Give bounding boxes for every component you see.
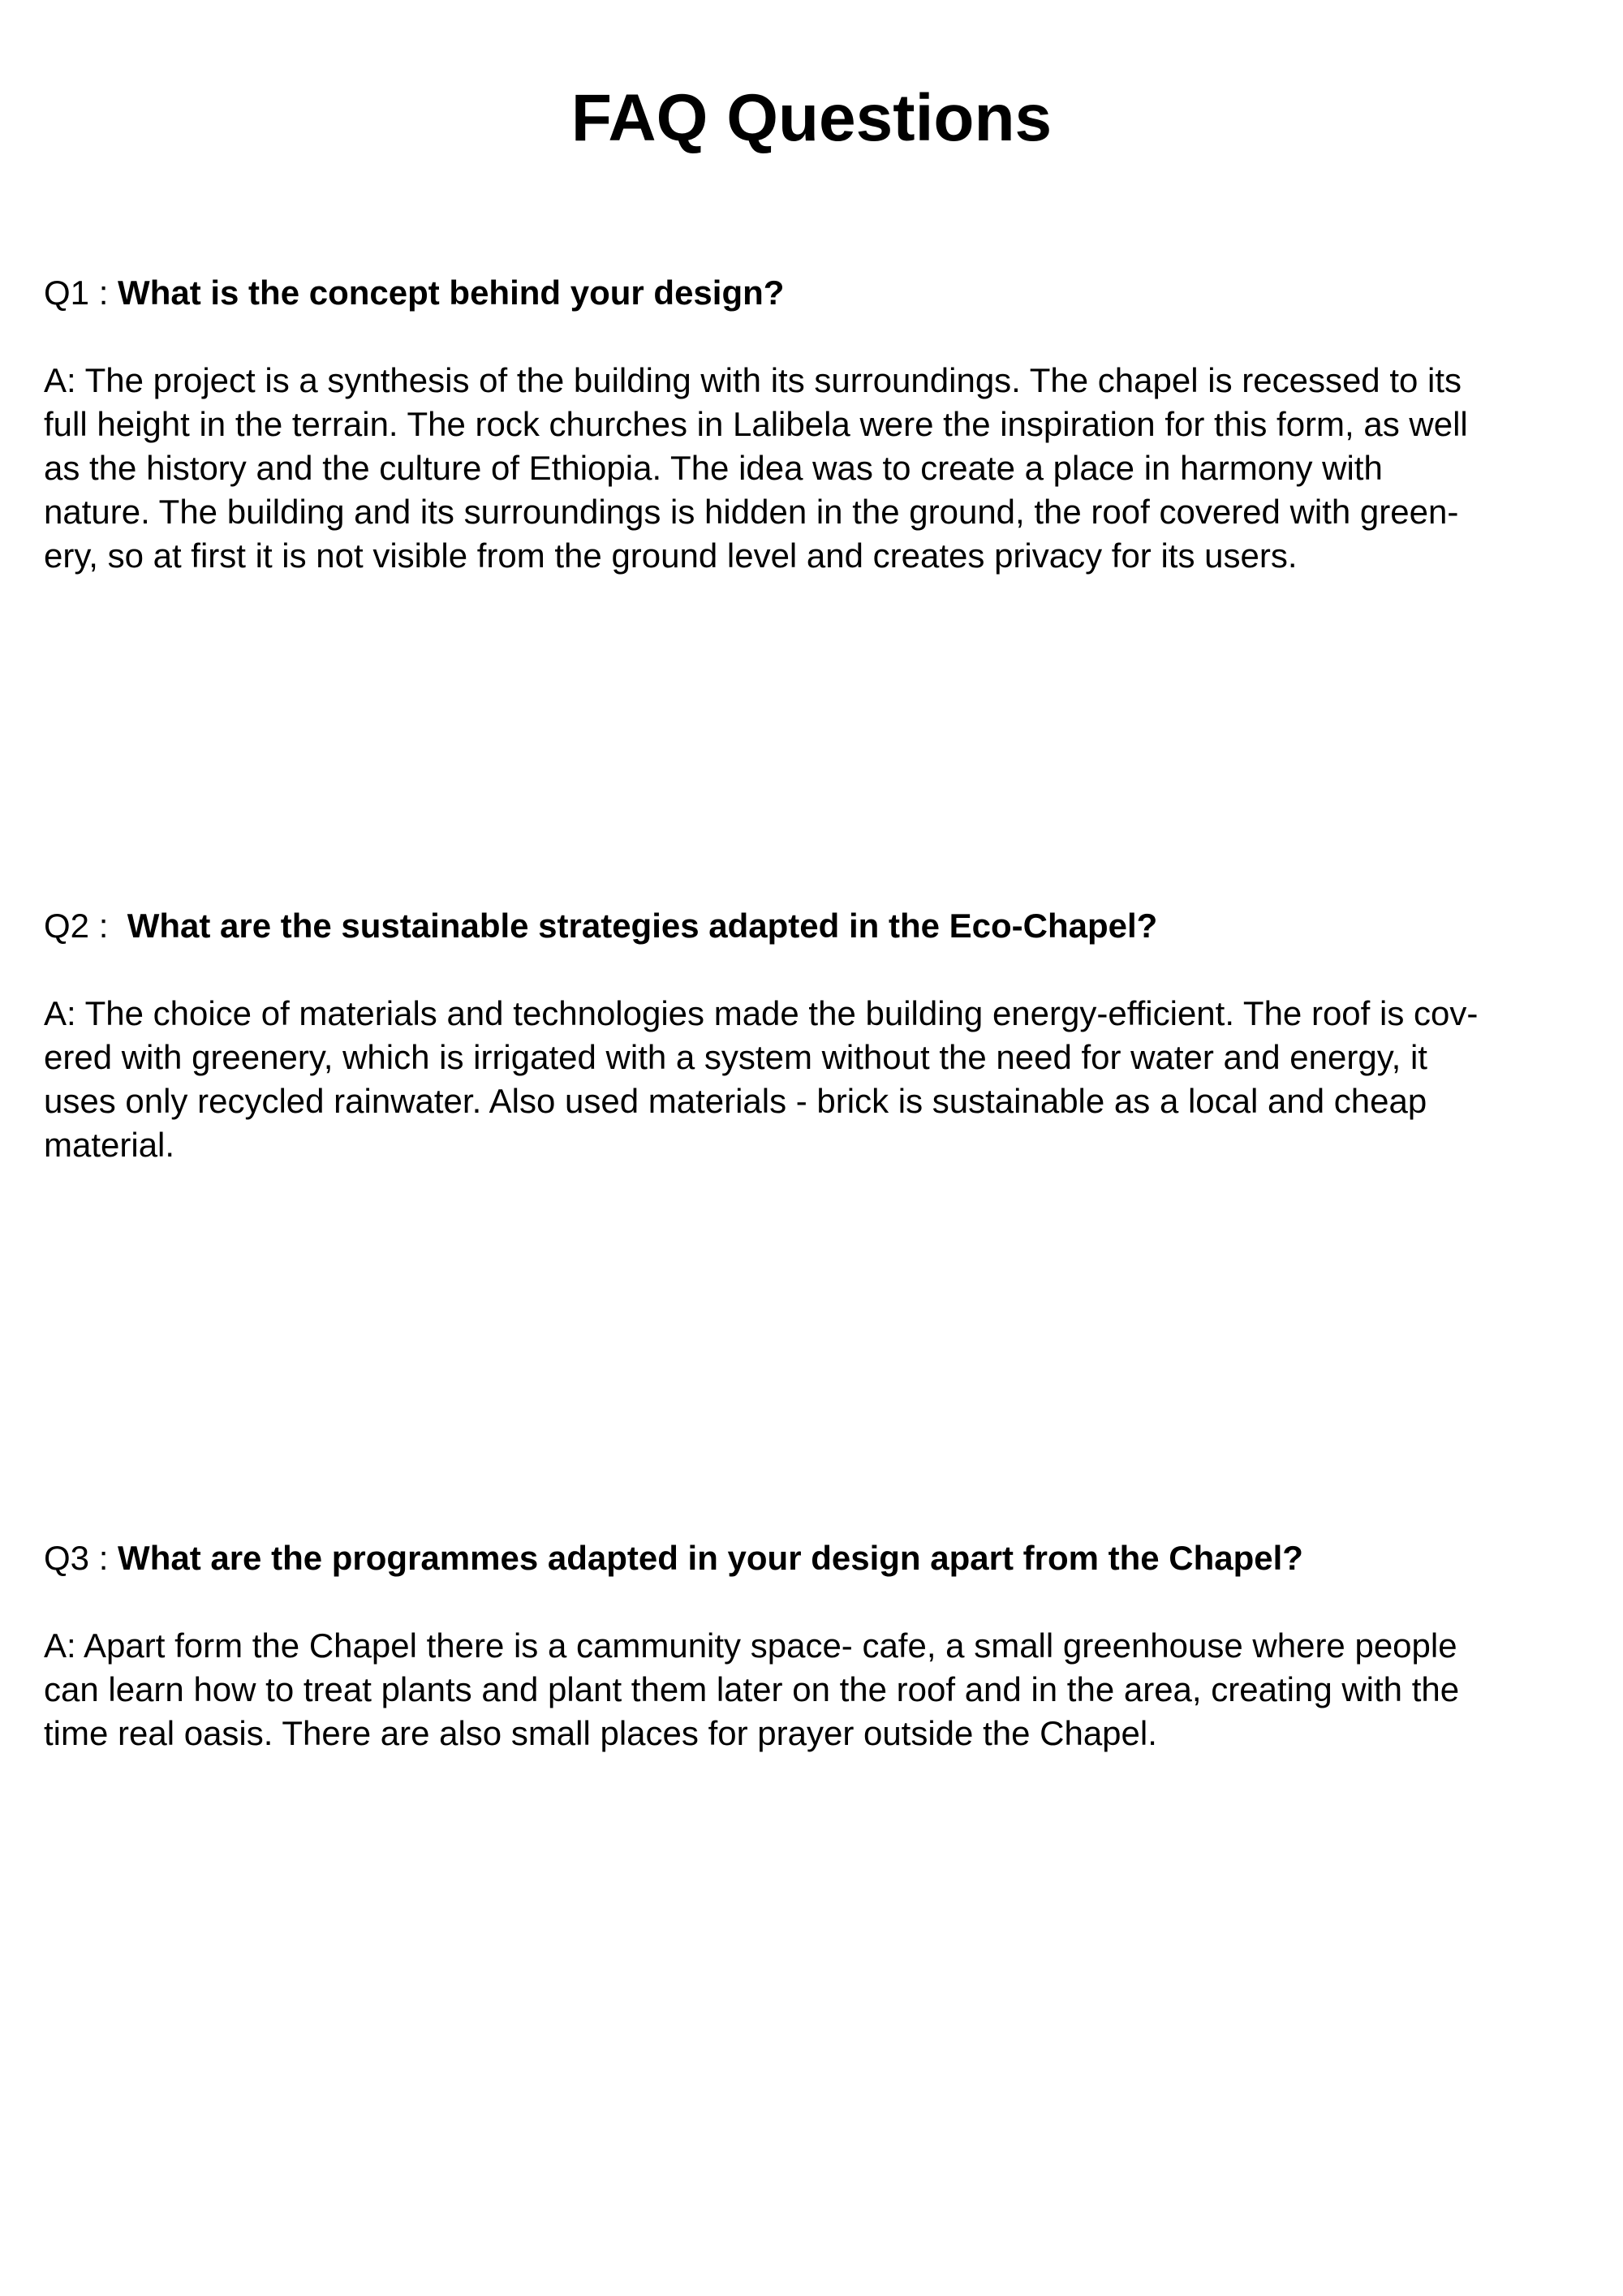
question-text: What are the sustainable strategies adapted in the Eco-Chapel? — [127, 907, 1158, 945]
faq-question-2 — [44, 904, 1586, 948]
answer-line: A: The choice of materials and technologies made the building energy-efficient. The roof is cov- — [44, 994, 1479, 1032]
answer-line: can learn how to treat plants and plant them later on the roof and in the area, creating with the — [44, 1670, 1460, 1708]
answer-line: uses only recycled rainwater. Also used materials - brick is sustainable as a local and cheap — [44, 1082, 1427, 1120]
answer-line: as the history and the culture of Ethiopia. The idea was to create a place in harmony with — [44, 449, 1383, 487]
answer-line: ered with greenery, which is irrigated with a system without the need for water and energy, it — [44, 1038, 1427, 1076]
question-label: Q2 : — [44, 907, 127, 945]
faq-item-1 — [44, 271, 1586, 578]
faq-answer-2 — [44, 992, 1586, 1167]
answer-line: nature. The building and its surroundings is hidden in the ground, the roof covered with green- — [44, 493, 1459, 531]
answer-line: A: The project is a synthesis of the building with its surroundings. The chapel is recessed to its — [44, 361, 1462, 399]
faq-answer-1 — [44, 359, 1586, 578]
question-text: What are the programmes adapted in your design apart from the Chapel? — [118, 1539, 1303, 1577]
faq-question-1 — [44, 271, 1586, 315]
answer-line: time real oasis. There are also small places for prayer outside the Chapel. — [44, 1714, 1157, 1752]
faq-answer-3 — [44, 1624, 1586, 1755]
page-title: FAQ Questions — [570, 81, 1053, 155]
answer-line: ery, so at first it is not visible from the ground level and creates privacy for its users. — [44, 536, 1298, 575]
faq-question-3 — [44, 1536, 1586, 1580]
question-text: What is the concept behind your design? — [118, 274, 785, 312]
faq-item-2 — [44, 904, 1586, 1167]
answer-line: A: Apart form the Chapel there is a cammunity space- cafe, a small greenhouse where people — [44, 1626, 1457, 1665]
faq-item-3 — [44, 1536, 1586, 1755]
answer-line: material. — [44, 1126, 175, 1164]
question-label: Q1 : — [44, 274, 118, 312]
question-label: Q3 : — [44, 1539, 118, 1577]
answer-line: full height in the terrain. The rock churches in Lalibela were the inspiration for this form, as well — [44, 405, 1468, 443]
